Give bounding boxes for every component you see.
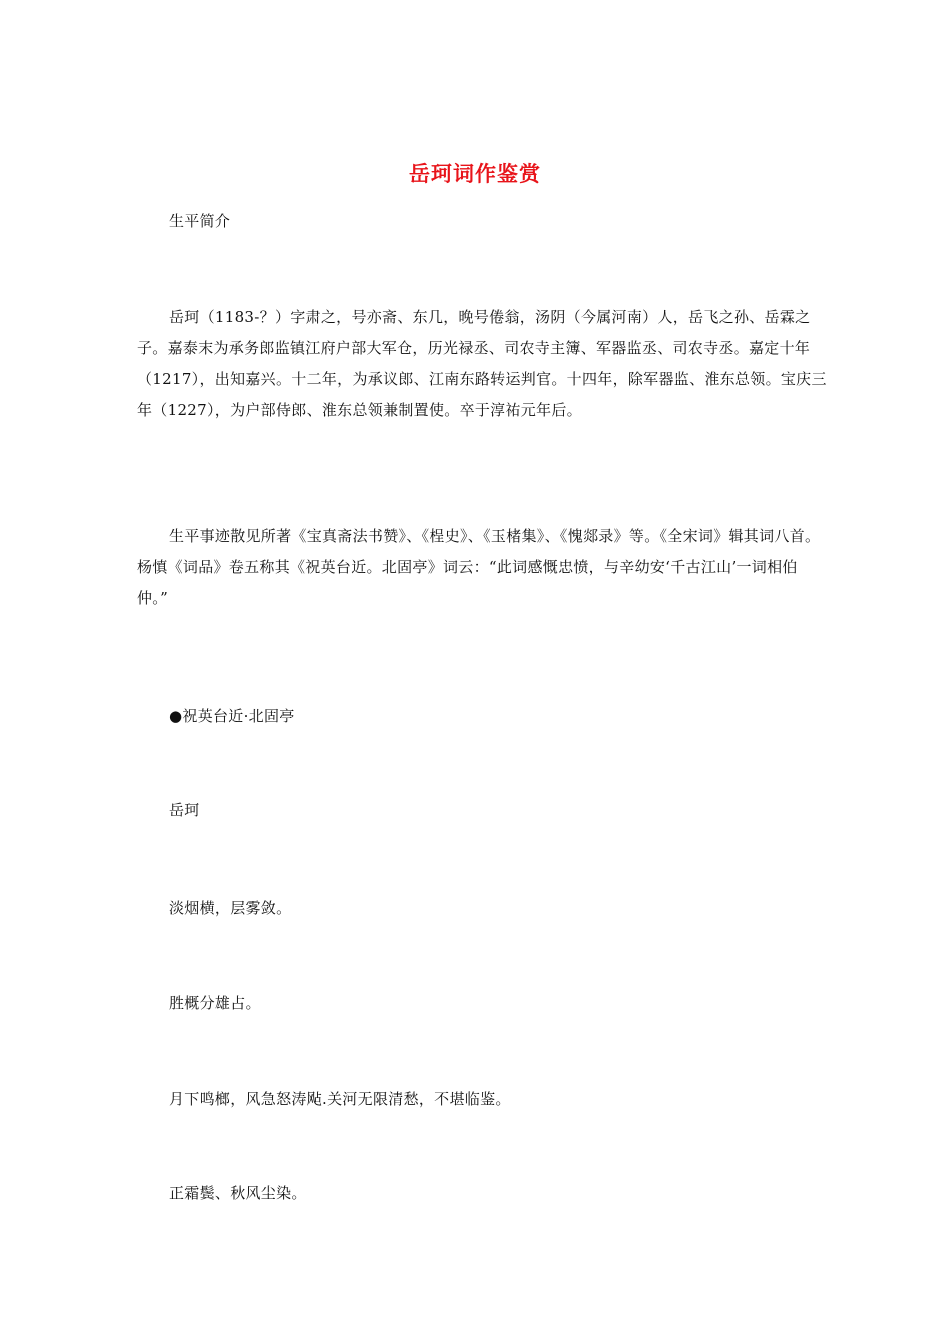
section-heading: 生平简介 xyxy=(169,212,231,230)
poem-line: 正霜鬓、秋风尘染。 xyxy=(169,1184,307,1202)
poem-line: 月下鸣榔，风急怒涛飐.关河无限清愁，不堪临鉴。 xyxy=(169,1090,511,1108)
poem-line: 胜概分雄占。 xyxy=(169,994,261,1012)
poem-line: 淡烟横，层雾敛。 xyxy=(169,899,292,917)
bio-paragraph-1: 岳珂（1183-？）字肃之，号亦斋、东几，晚号倦翁，汤阴（今属河南）人，岳飞之孙、岳霖之子。嘉泰末为承务郎监镇江府户部大军仓，历光禄丞、司农寺主簿、军器监丞、司农寺丞。嘉定十年（1217），出知嘉兴。十二年，为承议郎、江南东路转运判官。十四年，除军器监、淮东总领。宝庆三年（1227），为户部侍郎、淮东总领兼制置使。卒于淳祐元年后。 xyxy=(137,308,827,419)
document-title: 岳珂词作鉴赏 xyxy=(409,162,541,186)
poem-title: ●祝英台近·北固亭 xyxy=(169,707,295,725)
poem-author: 岳珂 xyxy=(169,801,200,819)
bio-paragraph-2: 生平事迹散见所著《宝真斋法书赞》、《桯史》、《玉楮集》、《愧郯录》等。《全宋词》辑其词八首。杨慎《词品》卷五称其《祝英台近。北固亭》词云：“此词感慨忠愤，与辛幼安‘千古江山’一词相伯仲。” xyxy=(137,527,821,607)
